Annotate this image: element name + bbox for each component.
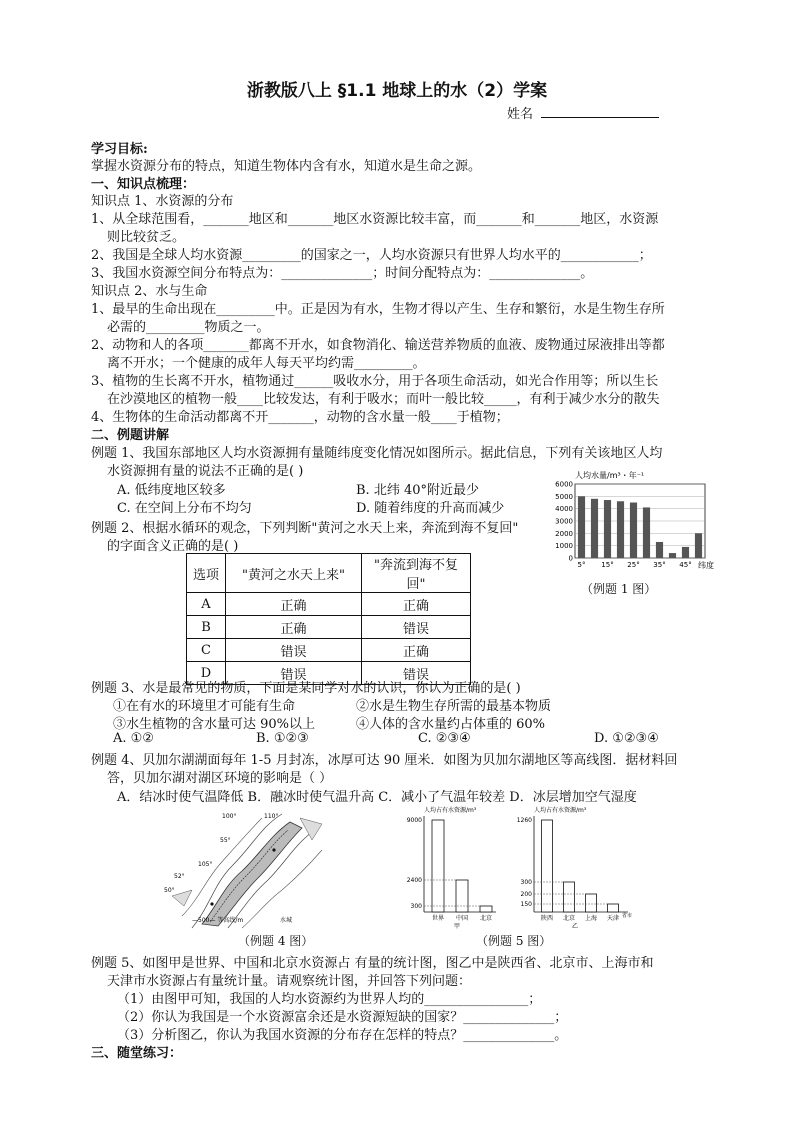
ex3-option-b: B. ①②③ (256, 731, 309, 746)
ex2-stem: 的字面含义正确的是( ) (107, 539, 239, 554)
ex1-stem: 例题 1、我国东部地区人均水资源拥有量随纬度变化情况如图所示。据此信息，下列有关该地区人均 (91, 446, 663, 461)
y-tick-label: 0 (568, 554, 573, 563)
x-tick-label: 天津 (606, 915, 620, 922)
table-header-cell: "奔流到海不复回" (362, 554, 471, 593)
table-cell: 正确 (362, 593, 471, 616)
map-label: 105° (198, 861, 213, 868)
table-header-row (187, 554, 471, 593)
table-row (187, 616, 471, 639)
y-tick-label: 3000 (555, 517, 573, 526)
ex2-table (186, 553, 471, 685)
ex3-option-c: C. ②③④ (418, 731, 471, 746)
ex4-stem: 例题 4、贝加尔湖湖面每年 1-5 月封冻，冰厚可达 90 厘米．如图为贝加尔湖地区等高线图．据材料回 (91, 753, 678, 768)
kp2-heading: 知识点 2、水与生命 (91, 284, 208, 299)
table-cell: 正确 (362, 639, 471, 662)
ex3-statement: ②水是生物生存所需的最基本物质 (356, 699, 552, 714)
ex5-question: （3）分析图乙，你认为我国水资源的分布存在怎样的特点？______________。 (117, 1028, 568, 1043)
table-row (187, 593, 471, 616)
legend-contour: —500— 等高线/m (192, 917, 244, 924)
x-tick-label: 5° (577, 561, 586, 569)
y-tick-label: 1000 (555, 542, 573, 551)
ex4-caption: （例题 4 图） (238, 934, 314, 948)
kp2-item: 4、生物体的生命活动都离不开_______，动物的含水量一般____于植物； (91, 410, 509, 425)
ex3-statement: ④人体的含水量约占体重的 60% (356, 717, 546, 732)
ex3-statement: ③水生植物的含水量可达 90%以上 (113, 717, 316, 732)
x-tick-label: 35° (653, 561, 666, 569)
table-header-cell: 选项 (187, 554, 226, 593)
x-tick-label: 北京 (479, 915, 493, 922)
ex5-chart-yi (510, 804, 640, 930)
chart-title: 人均水量/m³・年⁻¹ (575, 471, 645, 480)
chart-bar (656, 542, 663, 558)
y-tick-label: 300 (410, 903, 422, 910)
ex1-bar-chart (545, 468, 720, 580)
ex5-chart-jia (400, 804, 500, 930)
x-tick-label: 北京 (562, 915, 576, 922)
chart-subtitle: 乙 (572, 923, 579, 930)
chart-bar (669, 553, 676, 558)
map-label: 52° (174, 873, 185, 880)
y-tick-label: 5000 (555, 492, 573, 501)
table-cell: 正确 (226, 593, 362, 616)
goals-heading: 学习目标: (91, 142, 148, 157)
table-cell: 错误 (226, 639, 362, 662)
chart-title: 人均占有水资源/m³ (424, 807, 477, 814)
y-tick-label: 300 (520, 879, 532, 886)
kp1-item: 2、我国是全球人均水资源_________的国家之一，人均水资源只有世界人均水平的____________； (91, 248, 652, 263)
goals-text: 掌握水资源分布的特点，知道生物体内含有水，知道水是生命之源。 (91, 159, 482, 174)
ex3-option-d: D. ①②③④ (594, 731, 659, 746)
ex4-options: A．结冰时使气温降低 B．融冰时使气温升高 C．减小了气温年较差 D．冰层增加空气湿度 (117, 790, 637, 805)
kp2-item: 在沙漠地区的植物一般____比较发达，有利于吸水；而叶一般比较_____，有利于减少水分的散失 (107, 392, 660, 407)
x-tick-label: 上海 (584, 915, 598, 922)
chart-bar (695, 533, 702, 558)
table-header-cell: "黄河之水天上来" (226, 554, 362, 593)
x-tick-label: 15° (601, 561, 614, 569)
chart-bar (608, 904, 619, 912)
x-tick-label: 陕西 (540, 915, 554, 922)
ex4-stem: 答，贝加尔湖对湖区环境的影响是（ ） (107, 771, 333, 786)
section1-heading: 一、知识点梳理： (91, 177, 196, 192)
chart-bar (542, 820, 553, 912)
kp1-item: 1、从全球范围看，_______地区和_______地区水资源比较丰富，而_______和_______地区，水资源 (91, 212, 659, 227)
legend-water: 水城 (280, 917, 293, 924)
map-label: 110° (264, 813, 279, 820)
map-label: 100° (222, 813, 237, 820)
y-tick-label: 200 (520, 891, 532, 898)
kp2-item: 1、最早的生命出现在_________中。正是因为有水，生物才得以产生、生存和繁衍，水是生物生存所 (91, 302, 665, 317)
table-cell: B (187, 616, 226, 639)
chart-bar (604, 500, 611, 558)
ex3-stem: 例题 3、水是最常见的物质，下面是某同学对水的认识，你认为正确的是( ) (91, 681, 521, 696)
ex5-caption: （例题 5 图） (476, 934, 552, 948)
kp2-item: 离不开水；一个健康的成年人每天平均约需_________。 (107, 356, 426, 371)
y-tick-label: 150 (520, 901, 532, 908)
kp2-item: 3、植物的生长离不开水，植物通过______吸收水分，用于各项生命活动，如光合作用等；所以生长 (91, 374, 659, 389)
y-tick-label: 4000 (555, 505, 573, 514)
map-label: 55° (220, 837, 231, 844)
ex4-contour-map (162, 806, 337, 930)
chart-xlabel: 纬度 (698, 561, 714, 570)
map-label: 50° (164, 887, 175, 894)
table-cell: 错误 (226, 662, 362, 685)
section2-heading: 二、例题讲解 (91, 428, 170, 443)
table-row (187, 639, 471, 662)
name-field-line[interactable] (541, 117, 659, 118)
section3-heading: 三、随堂练习： (91, 1046, 183, 1061)
ex2-stem: 例题 2、根据水循环的观念，下列判断"黄河之水天上来，奔流到海不复回" (91, 521, 519, 536)
chart-bar (617, 501, 624, 558)
name-label: 姓名 (507, 107, 534, 122)
table-cell: 正确 (226, 616, 362, 639)
ex5-stem: 天津市水资源占有量统计量。请观察统计图，并回答下列问题： (107, 974, 472, 989)
ex1-option-d: D. 随着纬度的升高而减少 (356, 501, 505, 516)
ex5-stem: 例题 5、如图甲是世界、中国和北京水资源占 有量的统计图，图乙中是陕西省、北京市、上海市和 (91, 956, 654, 971)
chart-bar (586, 894, 597, 912)
city-marker-icon (272, 848, 275, 851)
chart-bar (564, 882, 575, 912)
x-tick-label: 中国 (455, 915, 469, 922)
kp1-item: 则比较贫乏。 (107, 230, 186, 245)
chart-bar (578, 496, 585, 558)
chart-bar (432, 820, 444, 912)
ex1-option-c: C. 在空间上分布不均匀 (117, 501, 252, 516)
chart-title: 人均占有水资源/m³ (534, 807, 587, 814)
x-tick-label: 45° (679, 561, 692, 569)
ex1-option-b: B. 北纬 40°附近最少 (356, 483, 479, 498)
kp1-heading: 知识点 1、水资源的分布 (91, 194, 234, 209)
chart-bar (643, 507, 650, 558)
table-cell: A (187, 593, 226, 616)
x-tick-label: 25° (627, 561, 640, 569)
chart-bar (456, 880, 468, 912)
city-marker-icon (210, 902, 213, 905)
ex3-statement: ①在有水的环境里才可能有生命 (113, 699, 296, 714)
ex5-question: （2）你认为我国是一个水资源富余还是水资源短缺的国家？______________； (117, 1010, 568, 1025)
kp2-item: 必需的_________物质之一。 (107, 320, 270, 335)
table-cell: C (187, 639, 226, 662)
ex3-option-a: A. ①② (113, 731, 154, 746)
chart-bar (591, 499, 598, 558)
page-title: 浙教版八上 §1.1 地球上的水（2）学案 (246, 81, 548, 101)
chart-subtitle: 甲 (454, 923, 461, 930)
ex1-stem: 水资源拥有量的说法不正确的是( ) (107, 464, 304, 479)
chart-xlabel: 省市 (622, 913, 633, 919)
y-tick-label: 2400 (406, 877, 422, 884)
y-tick-label: 1260 (516, 817, 532, 824)
table-cell: 错误 (362, 662, 471, 685)
table-cell: D (187, 662, 226, 685)
chart-bar (682, 547, 689, 558)
chart-bar (630, 503, 637, 559)
ex5-question: （1）由图甲可知，我国的人均水资源约为世界人均的________________； (117, 992, 542, 1007)
kp1-item: 3、我国水资源空间分布特点为：______________；时间分配特点为：______________。 (91, 266, 594, 281)
y-tick-label: 9000 (406, 817, 422, 824)
y-tick-label: 6000 (555, 480, 573, 489)
ex1-caption: （例题 1 图） (581, 582, 657, 596)
table-cell: 错误 (362, 616, 471, 639)
x-tick-label: 世界 (431, 915, 445, 922)
y-tick-label: 2000 (555, 529, 573, 538)
ex1-option-a: A. 低纬度地区较多 (117, 483, 226, 498)
chart-bar (480, 906, 492, 912)
kp2-item: 2、动物和人的各项_______都离不开水，如食物消化、输送营养物质的血液、废物通过尿液排出等都 (91, 338, 665, 353)
